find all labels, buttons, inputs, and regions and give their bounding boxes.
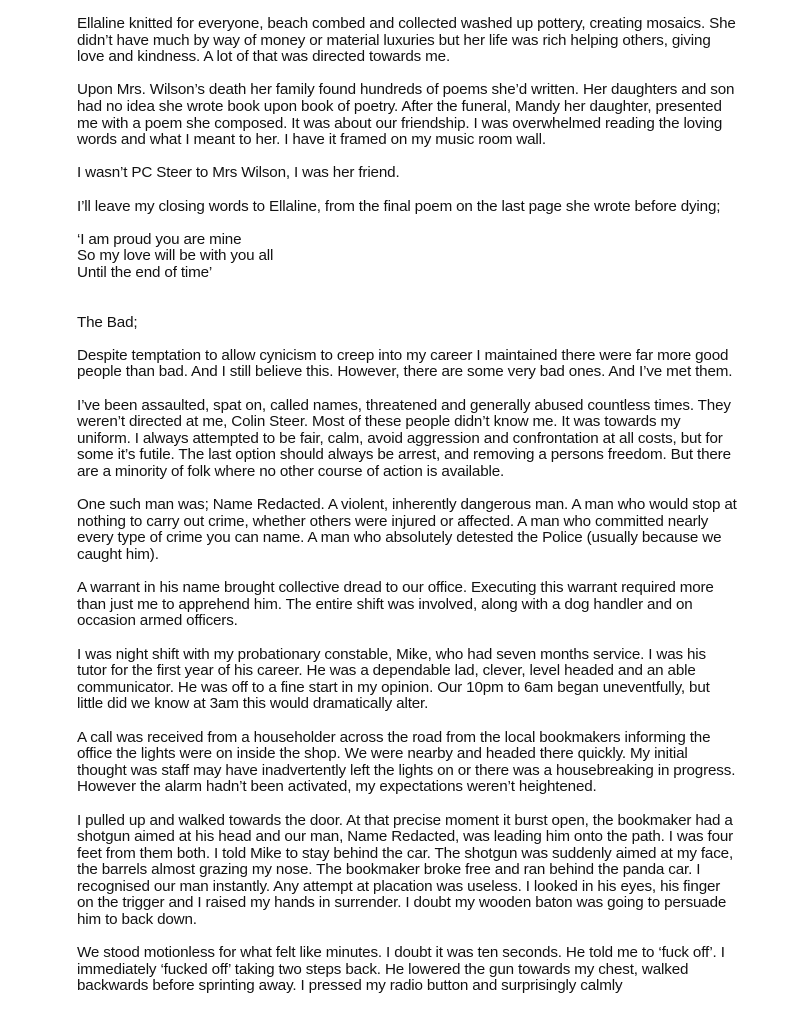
paragraph-night-shift: I was night shift with my probationary constable, Mike, who had seven months service. I was his tutor for the first year of his career. He was a dependable lad, clever, level headed and an able communicator. He was off to a fine start in my opinion. Our 10pm to 6am began uneventfully, but little did we know at 3am this would dramatically alter. bbox=[77, 645, 714, 713]
blank-line bbox=[77, 298, 737, 315]
paragraph-one-such-man: One such man was; Name Redacted. A violent, inherently dangerous man. A man who would stop at nothing to carry out crime, whether others were injured or affected. A man who committed nearly every type of crime you can name. A man who absolutely detested the Police (usually because we caught him). bbox=[77, 496, 741, 563]
paragraph-call-received: A call was received from a householder across the road from the local bookmakers informing the office the lights were on inside the shop. We were nearby and headed there quickly. My initial thought was staff may have inadvertently left the lights on or there was a housebreaking in progress. However the alarm hadn’t been activated, my expectations weren’t heightened. bbox=[77, 728, 740, 796]
paragraph-cynicism: Despite temptation to allow cynicism to creep into my career I maintained there were far more good people than bad. And I still believe this. However, there are some very bad ones. And I’ve met them. bbox=[77, 346, 733, 381]
paragraph-shotgun: I pulled up and walked towards the door. At that precise moment it burst open, the bookmaker had a shotgun aimed at his head and our man, Name Redacted, was leading him onto the path. I was four feet from them both. I told Mike to stay behind the car. The shotgun was suddenly aimed at my face, the barrels almost grazing my nose. The bookmaker broke free and ran behind the panda car. I recognised our man instantly. Any attempt at placation was useless. I looked in his eyes, his finger on the trigger and I raised my hands in surrender. I doubt my wooden baton was going to persuade him to back down. bbox=[77, 811, 738, 929]
paragraph-closing-words: I’ll leave my closing words to Ellaline, from the final poem on the last page she wrote before dying; bbox=[77, 197, 721, 215]
poem-line: Until the end of time’ bbox=[77, 263, 213, 281]
poem-quote bbox=[77, 232, 737, 282]
paragraph-poems-found: Upon Mrs. Wilson’s death her family found hundreds of poems she’d written. Her daughters and son had no idea she wrote book upon book of poetry. After the funeral, Mandy her daughter, presented me with a poem she composed. It was about our friendship. I was overwhelmed reading the loving words and what I meant to her. I have it framed on my music room wall. bbox=[77, 81, 739, 149]
document-page bbox=[77, 15, 741, 1012]
paragraph-her-friend: I wasn’t PC Steer to Mrs Wilson, I was her friend. bbox=[77, 164, 400, 182]
paragraph-ellaline-knitting: Ellaline knitted for everyone, beach combed and collected washed up pottery, creating mosaics. She didn’t have much by way of money or material luxuries but her life was rich helping others, giving love and kindness. A lot of that was directed towards me. bbox=[77, 15, 740, 66]
poem-line: So my love will be with you all bbox=[77, 247, 274, 265]
paragraph-stood-motionless: We stood motionless for what felt like minutes. I doubt it was ten seconds. He told me to ‘fuck off’. I immediately ‘fucked off’ taking two steps back. He lowered the gun towards my chest, walked backwards before sprinting away. I pressed my radio button and surprisingly calmly bbox=[77, 944, 729, 995]
section-heading: The Bad; bbox=[77, 313, 138, 331]
paragraph-warrant: A warrant in his name brought collective dread to our office. Executing this warrant required more than just me to apprehend him. The entire shift was involved, along with a dog handler and on occasion armed officers. bbox=[77, 579, 718, 630]
paragraph-assaulted: I’ve been assaulted, spat on, called names, threatened and generally abused countless times. They weren’t directed at me, Colin Steer. Most of these people didn’t know me. It was towards my uniform. I always attempted to be fair, calm, avoid aggression and confrontation at all costs, but for some it’s futile. The last option should always be arrest, and removing a persons freedom. But there are a minority of folk where no other course of action is available. bbox=[77, 396, 735, 481]
poem-line: ‘I am proud you are mine bbox=[77, 230, 242, 248]
